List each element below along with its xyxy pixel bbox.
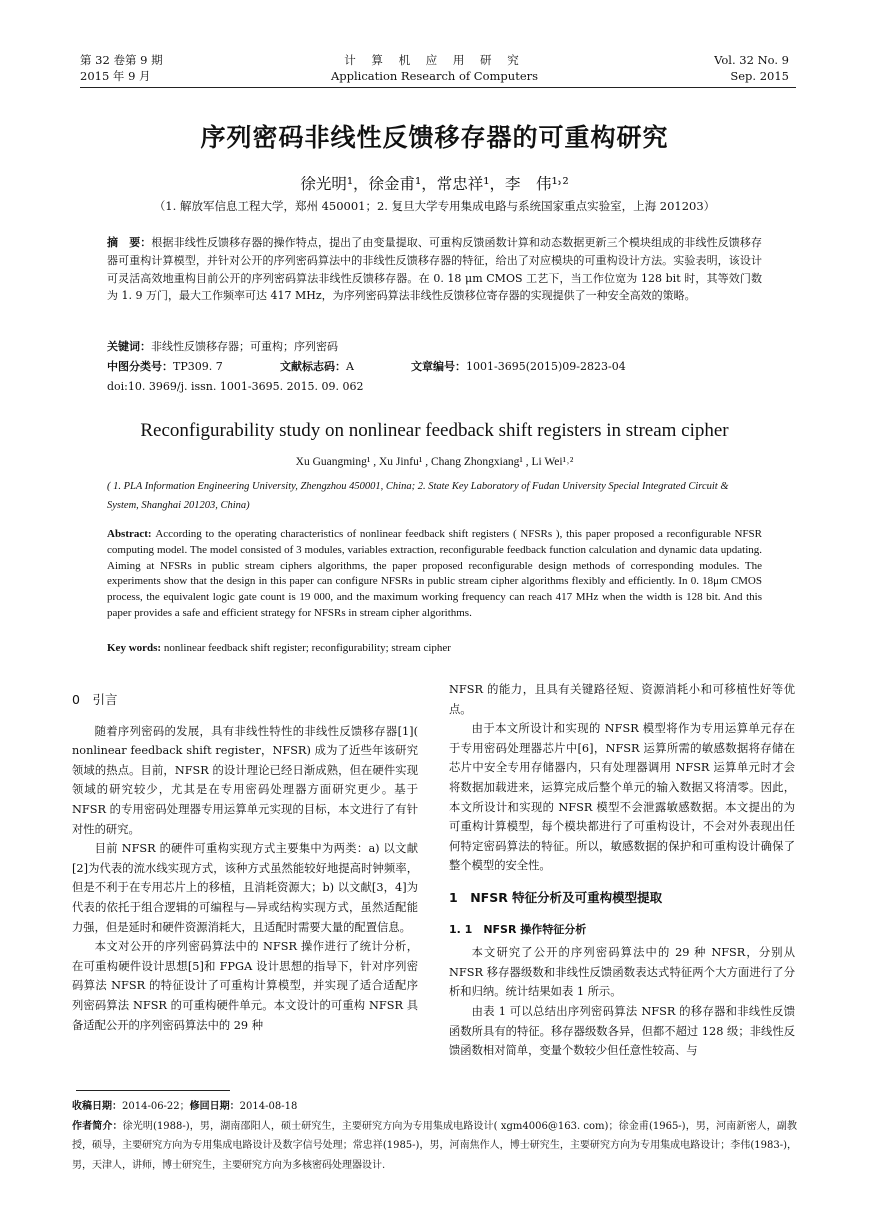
abstract-en-text: According to the operating characteristics of nonlinear feedback shift registers ( NFSRs ), this paper proposed a reconfigurable NFSR computing model. The model consisted of 3 modules, variables extraction, reconfigurable feedback function calculation and dynamic data updating. Aiming at NFSRs in public stream ciphers algorithms, the paper proposed reconfigurable design methods of corresponding modules. The experiments show that the design in this paper can configure NFSRs in public stream cipher algorithms flexibly and efficiently. In 0. 18μm CMOS process, the equivalent logic gate count is 19 000, and the maximum working frequency can reach 417 MHz when the width is 128 bit. And this paper provides a safe and efficient strategy for NFSRs in stream cipher algorithms. xyxy=(107,528,762,619)
keywords-cn-label: 关键词： xyxy=(107,340,151,353)
abstract-en xyxy=(107,527,762,622)
keywords-cn-text: 非线性反馈移存器；可重构；序列密码 xyxy=(151,340,338,353)
revised-label: 修回日期： xyxy=(189,1101,240,1112)
body-column-right xyxy=(449,680,795,1061)
received-dates xyxy=(72,1097,797,1117)
volume-issue-cn: 第 32 卷第 9 期 xyxy=(80,53,163,67)
footnote xyxy=(72,1097,797,1175)
keywords-en-label: Key words: xyxy=(107,642,162,654)
subsection-heading-1-1: 1. 1 NFSR 操作特征分析 xyxy=(449,922,587,936)
section-heading-intro: 0 引言 xyxy=(72,692,118,707)
journal-name-en: Application Research of Computers xyxy=(330,69,539,83)
footnote-rule xyxy=(76,1090,230,1091)
affiliation-cn: （1. 解放军信息工程大学，郑州 450001；2. 复旦大学专用集成电路与系统国家重点实验室，上海 201203） xyxy=(153,199,716,213)
received-label: 收稿日期： xyxy=(72,1101,122,1112)
document-code xyxy=(280,358,411,376)
author-bios-label: 作者简介： xyxy=(72,1120,123,1132)
doc-code-label: 文献标志码： xyxy=(280,360,346,373)
journal-volume-en xyxy=(714,52,789,84)
keywords-en-text: nonlinear feedback shift register; reconfigurability; stream cipher xyxy=(163,642,451,654)
keywords-cn xyxy=(107,338,338,356)
revised-value: 2014-08-18 xyxy=(239,1101,298,1112)
authors-en: Xu Guangming¹ , Xu Jinfu¹ , Chang Zhongxiang¹ , Li Wei¹˒² xyxy=(295,456,574,468)
doi: doi:10. 3969/j. issn. 1001-3695. 2015. 09. 062 xyxy=(107,380,364,393)
body-paragraph: 由表 1 可以总结出序列密码算法 NFSR 的移存器和非线性反馈函数所具有的特征。移存器级数各异，但都不超过 128 级；非线性反馈函数相对简单，变量个数较少但任意性较高、与 xyxy=(449,1004,795,1058)
classification-row xyxy=(107,358,762,376)
paper-title-en: Reconfigurability study on nonlinear feedback shift registers in stream cipher xyxy=(140,420,729,441)
keywords-en xyxy=(107,642,762,654)
abstract-en-label: Abstract: xyxy=(107,528,152,540)
body-paragraph: 目前 NFSR 的硬件可重构实现方式主要集中为两类：a) 以文献[2]为代表的流水线实现方式，该种方式虽然能较好地提高时钟频率，但是不利于在专用芯片上的移植，且消耗资源大；b) 以文献[3，4]为代表的依托于组合逻辑的可编程与—异或结构实现方式，虽然适配能力强，但是延时和硬件资源消耗大，且适配时需要大量的配置信息。 xyxy=(72,842,418,934)
section-heading-1: 1 NFSR 特征分析及可重构模型提取 xyxy=(449,889,663,905)
article-number-value: 1001-3695(2015)09-2823-04 xyxy=(466,360,626,373)
article-number xyxy=(411,358,626,376)
paper-title-cn: 序列密码非线性反馈移存器的可重构研究 xyxy=(200,123,669,152)
body-column-left xyxy=(72,690,418,1035)
authors-cn: 徐光明¹，徐金甫¹，常忠祥¹，李 伟¹˒² xyxy=(300,175,569,193)
author-bios xyxy=(72,1117,797,1176)
doc-code-value: A xyxy=(346,360,354,373)
body-paragraph: NFSR 的能力，且具有关键路径短、资源消耗小和可移植性好等优点。 xyxy=(449,683,795,716)
body-paragraph: 本文对公开的序列密码算法中的 NFSR 操作进行了统计分析，在可重构硬件设计思想[5]和 FPGA 设计思想的指导下，针对序列密码算法 NFSR 的特征设计了可重构计算模型，并实现了适合适配序列密码算法 NFSR 的可重构硬件单元。本文设计的可重构 NFSR 具备适配公开的序列密码算法中的 29 种 xyxy=(72,940,418,1032)
clc-number xyxy=(107,358,280,376)
volume-issue-en: Vol. 32 No. 9 xyxy=(714,53,789,67)
abstract-cn-label: 摘 要： xyxy=(107,236,152,249)
header-rule xyxy=(80,87,796,88)
journal-name-cn: 计 算 机 应 用 研 究 xyxy=(344,53,525,67)
clc-label: 中图分类号： xyxy=(107,360,173,373)
author-bios-text: 徐光明(1988-)，男，湖南邵阳人，硕士研究生，主要研究方向为专用集成电路设计( xgm4006@163. com)；徐金甫(1965-)，男，河南新密人，副教授，硕导，主要研究方向为专用集成电路设计及数字信号处理；常忠祥(1985-)，男，河南焦作人，博士研究生，主要研究方向为专用集成电路设计；李伟(1983-)，男，天津人，讲师，博士研究生，主要研究方向为多核密码处理器设计. xyxy=(72,1120,798,1171)
received-value: 2014-06-22； xyxy=(122,1101,190,1112)
article-number-label: 文章编号： xyxy=(411,360,466,373)
abstract-cn-text: 根据非线性反馈移存器的操作特点，提出了由变量提取、可重构反馈函数计算和动态数据更新三个模块组成的非线性反馈移存器可重构计算模型，并针对公开的序列密码算法中的非线性反馈移存器的特征，给出了对应模块的可重构设计方法。实验表明，该设计可灵活高效地重构目前公开的序列密码算法非线性反馈移存器。在 0. 18 μm CMOS 工艺下，当工作位宽为 128 bit 时，其等效门数为 1. 9 万门，最大工作频率可达 417 MHz，为序列密码算法非线性反馈移位寄存器的实现提供了一种安全高效的策略。 xyxy=(107,236,763,303)
body-paragraph: 随着序列密码的发展，具有非线性特性的非线性反馈移存器[1]( nonlinear feedback shift register，NFSR) 成为了近些年该研究领域的热点。目前，NFSR 的设计理论已经日渐成熟，但在硬件实现领域的研究较少，尤其是在专用密码处理器方面研究更少。基于 NFSR 的专用密码处理器专用运算单元实现的目标，本文进行了有针对性的研究。 xyxy=(72,724,418,836)
publication-date-en: Sep. 2015 xyxy=(730,69,789,83)
abstract-cn xyxy=(107,234,762,305)
publication-date-cn: 2015 年 9 月 xyxy=(80,69,151,83)
body-paragraph: 由于本文所设计和实现的 NFSR 模型将作为专用运算单元存在于专用密码处理器芯片中[6]，NFSR 运算所需的敏感数据将存储在芯片中安全专用存储器内，只有处理器调用 NFSR 运算单元时才会将数据加载进来，运算完成后整个单元的输入数据又将清零。因此，本文所设计和实现的 NFSR 模型不会泄露敏感数据。本文提出的为可重构计算模型，每个模块都进行了可重构设计，不会对外表现出任何特定密码算法的特征。所以，敏感数据的保护和可重构设计确保了整个模型的安全性。 xyxy=(449,722,795,873)
affiliation-en: ( 1. PLA Information Engineering University, Zhengzhou 450001, China; 2. State Key Laboratory of Fudan University Special Integrated Circuit & System, Shanghai 201203, China) xyxy=(107,481,729,511)
body-paragraph: 本文研究了公开的序列密码算法中的 29 种 NFSR，分别从 NFSR 移存器级数和非线性反馈函数表达式特征两个大方面进行了分析和归纳。统计结果如表 1 所示。 xyxy=(449,946,795,999)
clc-value: TP309. 7 xyxy=(173,360,223,373)
